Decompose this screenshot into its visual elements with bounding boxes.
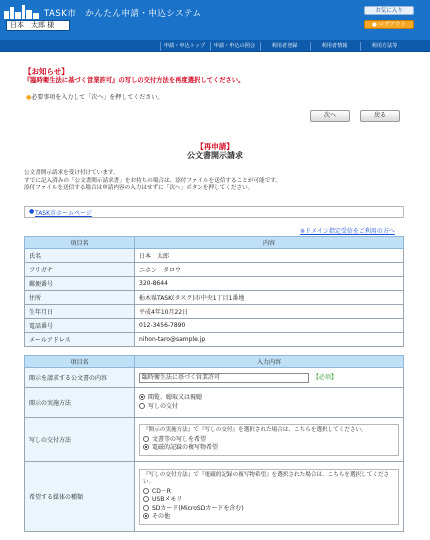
domain-setting-link[interactable]: ※ドメイン指定受信をご利用の方へ xyxy=(300,228,395,235)
notice-body: 『臨時衛生法に基づく営業許可』の写しの交付方法を再度選択してください。 xyxy=(24,77,245,84)
bullet-icon: ● xyxy=(29,208,35,215)
row-label: 住所 xyxy=(25,291,135,305)
radio-selected-icon[interactable] xyxy=(139,394,145,400)
form-description xyxy=(24,170,414,193)
row-value: 栃木県TASK(タスク)市中央1丁目1番地 xyxy=(135,291,404,305)
nav-item-usage[interactable]: 利用方法等 xyxy=(360,42,408,51)
logout-button[interactable]: ● ログアウト xyxy=(364,20,414,29)
option-label: CD－R xyxy=(152,487,171,495)
form-kind: 【再申請】 xyxy=(196,142,234,151)
media-type-note: 『写しの交付方法』で『電磁的記録の複写物希望』を選択された場合は、こちらを選択してください。 xyxy=(143,471,390,485)
method-option-view[interactable] xyxy=(139,394,399,403)
row-label: 郵便番号 xyxy=(25,277,135,291)
table-row xyxy=(25,388,404,418)
table-row xyxy=(25,368,404,388)
media-option-cdr[interactable] xyxy=(143,488,395,497)
table-row xyxy=(25,249,404,263)
radio-icon[interactable] xyxy=(143,505,149,511)
row-value xyxy=(135,418,404,462)
row-value xyxy=(135,388,404,418)
media-option-sd[interactable] xyxy=(143,505,395,514)
desc-line: 添付ファイルを送信する場合は申請内容の入力はせずに「次へ」ボタンを押してください。 xyxy=(24,185,254,191)
table-row xyxy=(25,291,404,305)
required-badge: 【必須】 xyxy=(313,374,338,382)
radio-selected-icon[interactable] xyxy=(143,444,149,450)
table-row xyxy=(25,319,404,333)
row-value: nihon-taro@sample.jp xyxy=(135,333,404,347)
row-value: 平成4年10月22日 xyxy=(135,305,404,319)
option-label: 文書等の写しを希望 xyxy=(152,435,207,443)
table-row xyxy=(25,305,404,319)
city-skyline-logo xyxy=(2,3,42,19)
copy-option-paper[interactable] xyxy=(143,436,395,445)
table-header-row xyxy=(25,237,404,249)
city-home-link[interactable]: TASK市ホームページ xyxy=(35,210,92,217)
copy-option-electronic[interactable] xyxy=(143,444,395,453)
row-value xyxy=(135,368,404,388)
next-button[interactable]: 次へ xyxy=(310,110,350,122)
row-label: 写しの交付方法 xyxy=(25,418,135,462)
row-value: ニホン タロウ xyxy=(135,263,404,277)
notice-title: 【お知らせ】 xyxy=(24,67,69,76)
option-label: 閲覧、聴取又は視聴 xyxy=(148,394,203,401)
column-header: 項目名 xyxy=(25,356,135,368)
radio-icon[interactable] xyxy=(143,488,149,494)
row-label: 氏名 xyxy=(25,249,135,263)
row-label: メールアドレス xyxy=(25,333,135,347)
radio-icon[interactable] xyxy=(139,403,145,409)
radio-icon[interactable] xyxy=(143,496,149,502)
table-row xyxy=(25,462,404,532)
option-label: その他 xyxy=(152,513,171,520)
nav-item-user-info[interactable]: 利用者情報 xyxy=(310,42,358,51)
option-label: 写しの交付 xyxy=(148,402,179,410)
column-header: 入力内容 xyxy=(135,356,404,368)
instruction-text: 必要事項を入力して「次へ」を押してください。 xyxy=(31,94,164,101)
table-row xyxy=(25,418,404,462)
row-label: 開示を請求する公文書の内容 xyxy=(25,368,135,388)
link-box xyxy=(24,206,404,218)
method-option-copy[interactable] xyxy=(139,403,399,412)
row-value: 日本 太郎 xyxy=(135,249,404,263)
nav-item-inquiry[interactable]: 申請・申込の照会 xyxy=(210,42,258,51)
row-value: 320-8644 xyxy=(135,277,404,291)
row-label: 生年月日 xyxy=(25,305,135,319)
instruction xyxy=(26,92,163,101)
option-label: USBメモリ xyxy=(152,496,183,503)
document-content-input[interactable]: 臨時衛生法に基づく営業許可 xyxy=(139,373,309,383)
system-title: TASK市 かんたん申請・申込システム xyxy=(44,9,202,19)
radio-selected-icon[interactable] xyxy=(143,513,149,519)
copy-method-note: 『開示の実施方法』で『写しの交付』を選択された場合は、こちらを選択してください。 xyxy=(143,426,367,433)
row-label: 開示の実施方法 xyxy=(25,388,135,418)
nav-item-registration[interactable]: 利用者登録 xyxy=(260,42,308,51)
input-table xyxy=(24,355,404,532)
media-type-box xyxy=(139,469,399,525)
column-header: 項目名 xyxy=(25,237,135,249)
applicant-table xyxy=(24,236,404,347)
row-label: 希望する媒体の種類 xyxy=(25,462,135,532)
row-value xyxy=(135,462,404,532)
media-option-other[interactable] xyxy=(143,513,395,522)
table-row xyxy=(25,333,404,347)
option-label: SDカード(MicroSDカードを含む) xyxy=(152,504,244,512)
desc-line: 公文書開示請求を受け付けています。 xyxy=(24,170,119,176)
option-label: 電磁的記録の複写物希望 xyxy=(152,444,219,451)
logged-in-user: 日本 太郎 様 xyxy=(6,20,70,31)
form-title: 公文書開示請求 xyxy=(187,151,243,160)
table-header-row xyxy=(25,356,404,368)
bullet-icon: ● xyxy=(26,94,32,101)
table-row xyxy=(25,263,404,277)
copy-method-box xyxy=(139,424,399,456)
column-header: 内容 xyxy=(135,237,404,249)
back-button[interactable]: 戻る xyxy=(360,110,400,122)
table-row xyxy=(25,277,404,291)
row-label: 電話番号 xyxy=(25,319,135,333)
nav-item-top[interactable]: 申請・申込トップ xyxy=(160,42,208,51)
favorite-button[interactable]: お気に入り xyxy=(364,6,414,15)
media-option-usb[interactable] xyxy=(143,496,395,505)
app-header xyxy=(0,0,430,40)
row-label: フリガナ xyxy=(25,263,135,277)
row-value: 012-3456-7890 xyxy=(135,319,404,333)
radio-icon[interactable] xyxy=(143,436,149,442)
desc-line: すでに記入済みの「公文書開示請求書」をお持ちの場合は、添付ファイルを送信することが可能です。 xyxy=(24,177,281,184)
